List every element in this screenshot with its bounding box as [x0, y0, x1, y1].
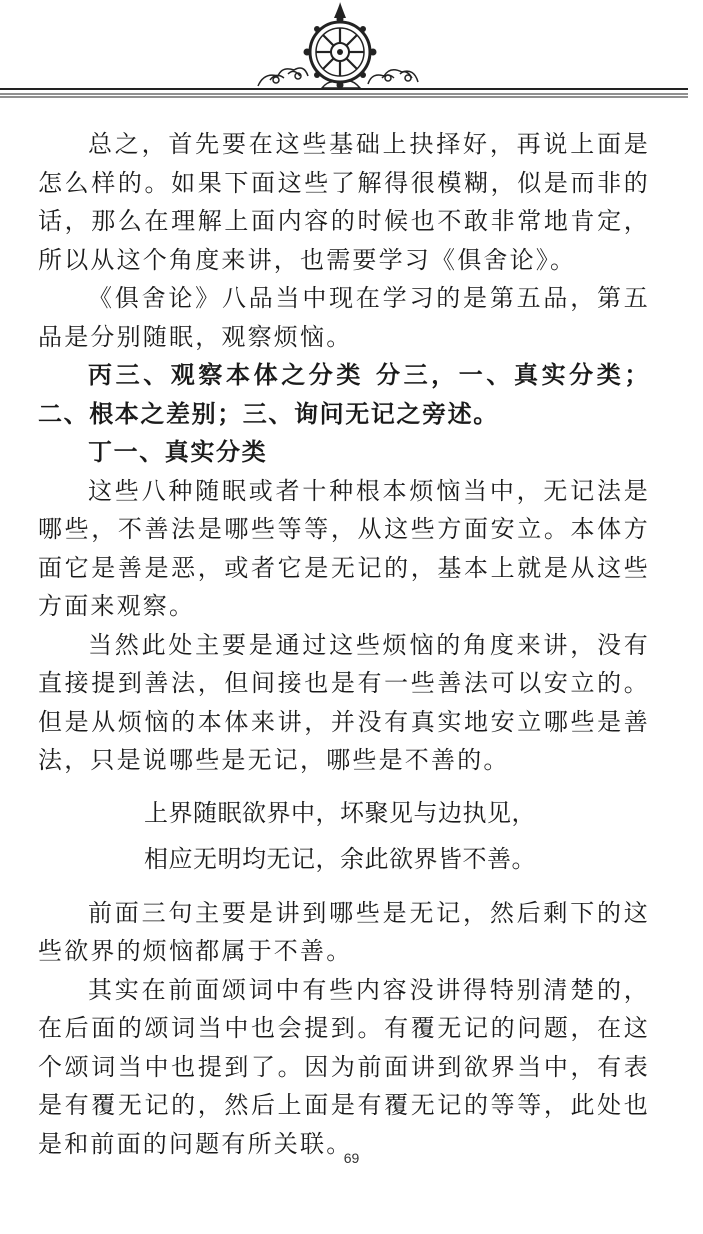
section-heading: 丙三、观察本体之分类 分三，一、真实分类；二、根本之差别；三、询问无记之旁述。	[38, 361, 650, 428]
paragraph: 这些八种随眠或者十种根本烦恼当中，无记法是哪些，不善法是哪些等等，从这些方面安立。本体方面它是善是恶，或者它是无记的，基本上就是从这些方面来观察。	[38, 476, 650, 620]
subsection-heading: 丁一、真实分类	[88, 438, 268, 466]
paragraph: 前面三句主要是讲到哪些是无记，然后剩下的这些欲界的烦恼都属于不善。	[38, 898, 650, 965]
paragraph: 其实在前面颂词中有些内容没讲得特别清楚的，在后面的颂词当中也会提到。有覆无记的问题，在这个颂词当中也提到了。因为前面讲到欲界当中，有表是有覆无记的，然后上面是有覆无记的等等，此处也是和前面的问题有所关联。	[38, 975, 650, 1158]
paragraph: 总之，首先要在这些基础上抉择好，再说上面是怎么样的。如果下面这些了解得很模糊，似是而非的话，那么在理解上面内容的时候也不敢非常地肯定，所以从这个角度来讲，也需要学习《俱舍论》。	[38, 130, 650, 274]
paragraph: 当然此处主要是通过这些烦恼的角度来讲，没有直接提到善法，但间接也是有一些善法可以安立的。但是从烦恼的本体来讲，并没有真实地安立哪些是善法，只是说哪些是无记，哪些是不善的。	[38, 630, 650, 774]
verse-line: 相应无明均无记，余此欲界皆不善。	[144, 844, 536, 873]
verse-block	[144, 790, 650, 882]
paragraph: 《俱舍论》八品当中现在学习的是第五品，第五品是分别随眠，观察烦恼。	[38, 284, 650, 351]
page-body	[38, 125, 650, 1163]
page-header	[0, 0, 703, 105]
dharma-wheel-icon	[0, 0, 703, 105]
verse-line: 上界随眠欲界中，坏聚见与边执见，	[144, 798, 536, 827]
page-number: 69	[343, 1150, 360, 1166]
